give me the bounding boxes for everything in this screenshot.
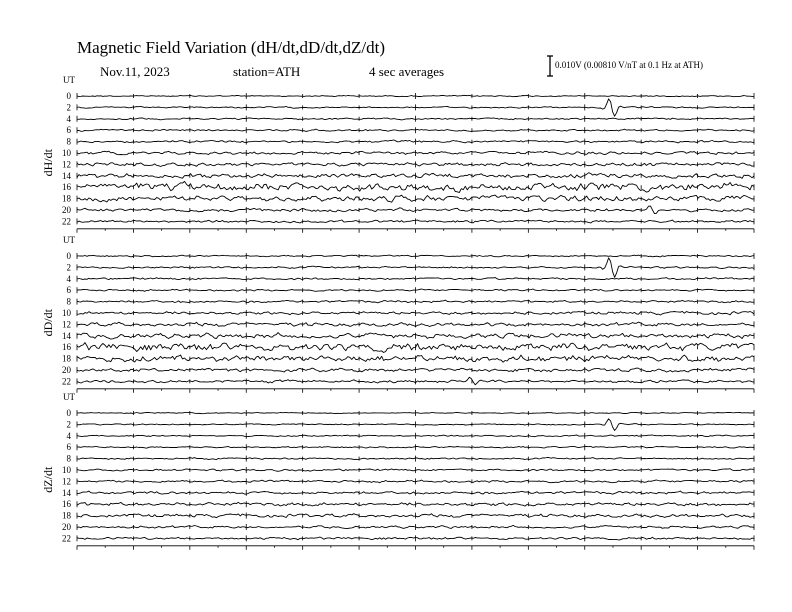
- row-label: 2: [66, 419, 71, 430]
- row-label: 14: [62, 330, 71, 341]
- row-label: 4: [66, 273, 71, 284]
- panel-label-dz-dt: dZ/dt: [41, 466, 55, 493]
- ut-axis-label-dz-dt: UT: [63, 392, 75, 402]
- row-label: 4: [66, 113, 71, 124]
- station-label: station=ATH: [233, 64, 301, 79]
- row-label: 14: [62, 170, 71, 181]
- row-label: 8: [66, 453, 71, 464]
- row-label: 0: [66, 251, 71, 261]
- row-label: 14: [62, 487, 71, 498]
- row-label: 20: [62, 205, 71, 215]
- averaging-label: 4 sec averages: [369, 64, 445, 79]
- row-label: 20: [62, 365, 71, 375]
- row-label: 6: [66, 125, 71, 136]
- row-label: 0: [66, 91, 71, 101]
- row-label: 10: [62, 308, 71, 318]
- row-label: 8: [66, 296, 71, 307]
- date-label: Nov.11, 2023: [100, 64, 170, 79]
- row-label: 8: [66, 136, 71, 147]
- row-label: 22: [62, 533, 71, 544]
- row-label: 16: [62, 182, 71, 193]
- ut-axis-label-dh-dt: UT: [63, 75, 75, 85]
- row-label: 2: [66, 102, 71, 113]
- row-label: 0: [66, 408, 71, 418]
- row-label: 22: [62, 216, 71, 227]
- row-label: 16: [62, 499, 71, 510]
- row-label: 16: [62, 342, 71, 353]
- row-label: 12: [62, 159, 71, 170]
- row-label: 12: [62, 319, 71, 330]
- row-label: 10: [62, 148, 71, 158]
- ut-axis-label-dd-dt: UT: [63, 235, 75, 245]
- row-label: 22: [62, 376, 71, 387]
- row-label: 2: [66, 262, 71, 273]
- panel-label-dd-dt: dD/dt: [41, 309, 55, 337]
- scale-bar-label: 0.010V (0.00810 V/nT at 0.1 Hz at ATH): [555, 60, 703, 70]
- row-label: 4: [66, 430, 71, 441]
- row-label: 18: [62, 510, 71, 521]
- row-label: 6: [66, 285, 71, 296]
- row-label: 10: [62, 465, 71, 475]
- row-label: 18: [62, 193, 71, 204]
- row-label: 20: [62, 522, 71, 532]
- panel-label-dh-dt: dH/dt: [41, 149, 55, 177]
- row-label: 6: [66, 442, 71, 453]
- row-label: 18: [62, 353, 71, 364]
- row-label: 12: [62, 476, 71, 487]
- chart-title: Magnetic Field Variation (dH/dt,dD/dt,dZ/dt): [77, 38, 386, 57]
